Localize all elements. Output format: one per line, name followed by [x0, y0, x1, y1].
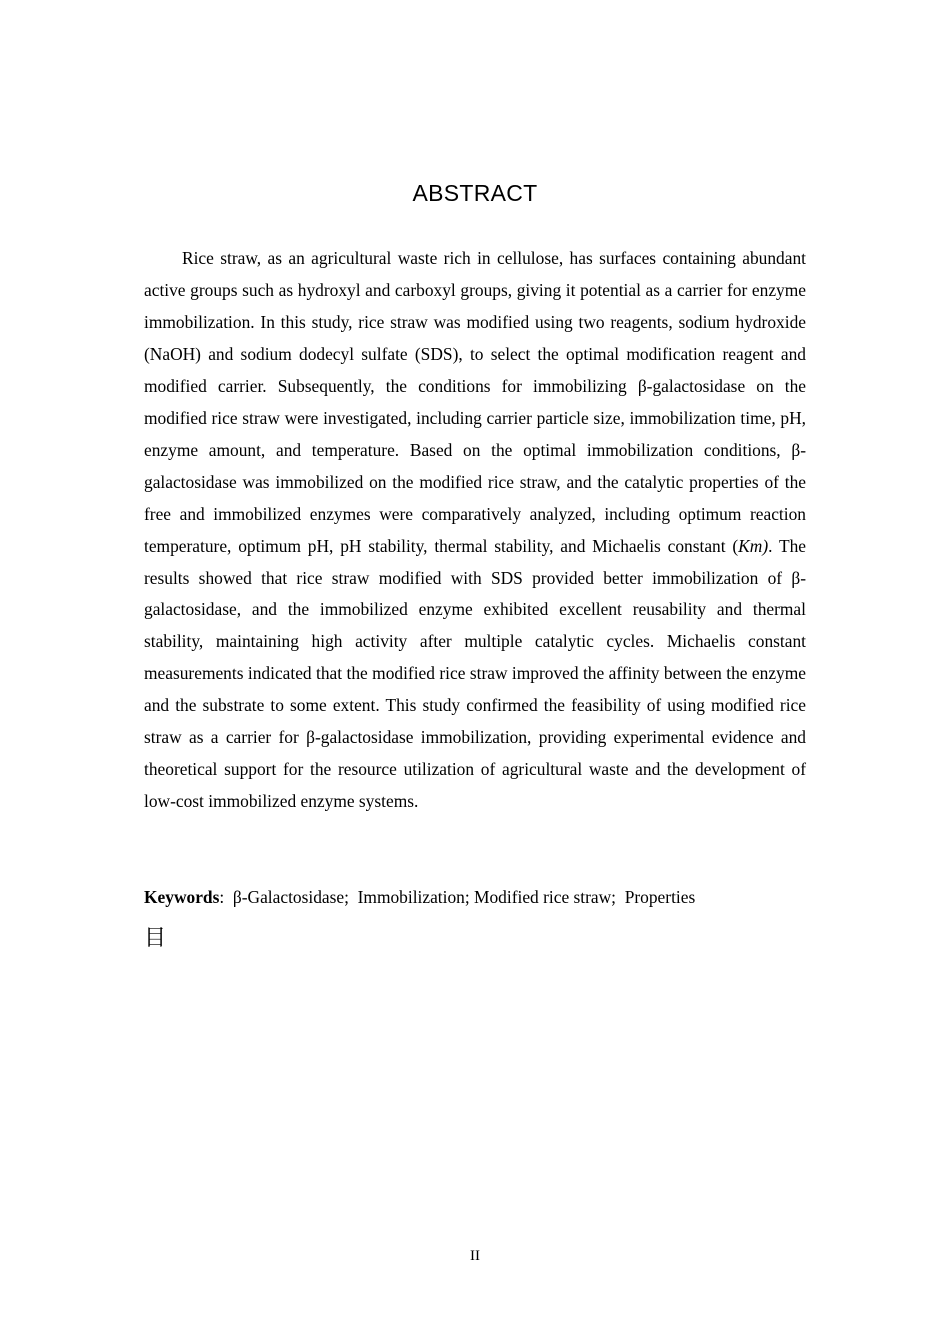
- page-number: II: [470, 1248, 480, 1264]
- abstract-paragraph: [144, 243, 806, 818]
- table-of-contents-heading-fragment: 目: [144, 926, 167, 951]
- keywords-label: Keywords: [144, 887, 220, 907]
- keywords-line: [144, 882, 806, 914]
- abstract-text-part-2: . The results showed that rice straw modified with SDS provided better immobilization of β-galactosidase, and the immobilized enzyme exhibited excellent reusability and thermal stability, maintaining high activity after multiple catalytic cycles. Michaelis constant measurements indicated that the modified rice straw improved the affinity between the enzyme and the substrate to some extent. This study confirmed the feasibility of using modified rice straw as a carrier for β-galactosidase immobilization, providing experimental evidence and theoretical support for the resource utilization of agricultural waste and the development of low-cost immobilized enzyme systems.: [144, 535, 807, 812]
- keywords-list: : β-Galactosidase; Immobilization; Modified rice straw; Properties: [219, 887, 696, 907]
- michaelis-constant-symbol: Km): [738, 535, 769, 556]
- abstract-text-part-1: Rice straw, as an agricultural waste rich in cellulose, has surfaces containing abundant active groups such as hydroxyl and carboxyl groups, giving it potential as a carrier for enzyme immobilization. In this study, rice straw was modified using two reagents, sodium hydroxide (NaOH) and sodium dodecyl sulfate (SDS), to select the optimal modification reagent and modified carrier. Subsequently, the conditions for immobilizing β-galactosidase on the modified rice straw were investigated, including carrier particle size, immobilization time, pH, enzyme amount, and temperature. Based on the optimal immobilization conditions, β-galactosidase was immobilized on the modified rice straw, and the catalytic properties of the free and immobilized enzymes were comparatively analyzed, including optimum reaction temperature, optimum pH, pH stability, thermal stability, and Michaelis constant (: [144, 248, 806, 556]
- abstract-title: ABSTRACT: [412, 180, 538, 206]
